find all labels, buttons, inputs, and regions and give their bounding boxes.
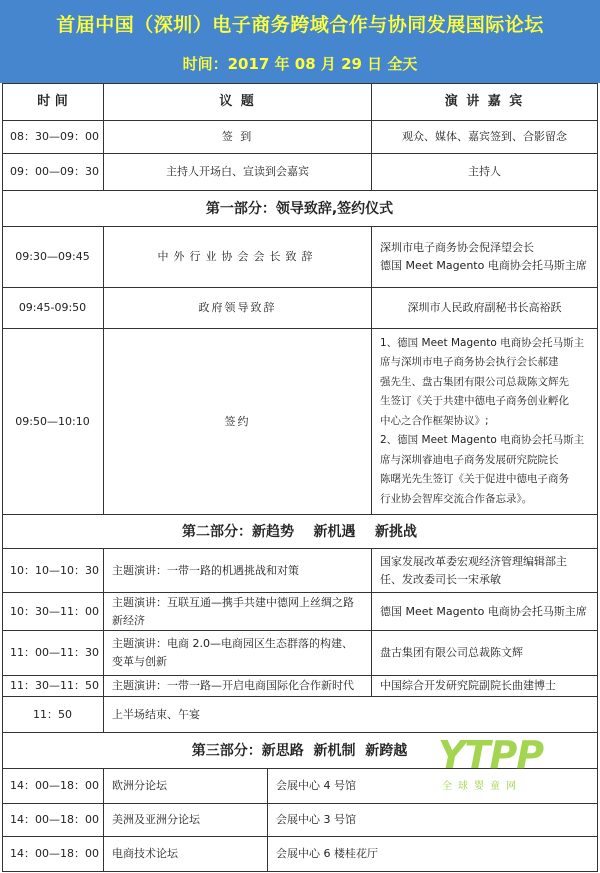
forum-date: 时间：2017 年 08 月 29 日 全天 <box>182 55 418 73</box>
row-speakers: 深圳市人民政府副秘书长高裕跃 <box>372 288 598 329</box>
row-speakers: 盘古集团有限公司总裁陈文辉 <box>372 631 598 676</box>
row-time: 09:30—09:45 <box>2 227 104 288</box>
signing-line: 强先生、盘古集团有限公司总裁陈文辉先 <box>380 375 569 388</box>
row-topic: 电商技术论坛 <box>104 837 268 872</box>
speaker-line: 任、发改委司长一宋承敏 <box>380 572 501 586</box>
row-time: 11：50 <box>2 697 104 733</box>
row-time: 14：00—18：00 <box>2 804 104 837</box>
row-speakers: 德国 Meet Magento 电商协会托马斯主席 <box>372 593 598 631</box>
row-topic: 中外行业协会会长致辞 <box>104 227 372 288</box>
row-time: 14：00—18：00 <box>2 837 104 872</box>
ytpp-logo <box>438 733 558 793</box>
row-speakers: 中国综合开发研究院副院长曲建博士 <box>372 676 598 697</box>
speaker-line: 德国 Meet Magento 电商协会托马斯主席 <box>380 259 587 272</box>
row-time: 10：30—11：00 <box>2 593 104 631</box>
row-time: 08：30—09：00 <box>2 121 104 154</box>
topic-line: 变革与创新 <box>112 655 167 668</box>
row-topic: 主题演讲：一带一路的机遇挑战和对策 <box>104 549 372 593</box>
signing-line: 2、德国 Meet Magento 电商协会托马斯主 <box>380 434 585 447</box>
logo-tagline: 全球婴童网 <box>442 781 522 792</box>
section-title-part3: 第三部分：新思路 新机制 新跨越 <box>2 733 598 769</box>
topic-line: 主题演讲：电商 2.0—电商园区生态群落的构建、 <box>112 637 353 650</box>
signing-line: 席与深圳市电子商务协会执行会长郝建 <box>380 356 559 369</box>
section-title-part2: 第二部分：新趋势 新机遇 新挑战 <box>2 515 598 549</box>
row-venue: 会展中心 3 号馆 <box>268 804 598 837</box>
row-speakers <box>372 549 598 593</box>
row-speakers <box>372 227 598 288</box>
col-header-topic: 议 题 <box>104 84 372 121</box>
row-time: 11：00—11：30 <box>2 631 104 676</box>
signing-line: 1、德国 Meet Magento 电商协会托马斯主 <box>380 336 585 349</box>
col-header-time: 时 间 <box>2 84 104 121</box>
row-topic: 欧洲分论坛 <box>104 769 268 804</box>
row-time: 09：00—09：30 <box>2 154 104 191</box>
row-speakers: 主持人 <box>372 154 598 191</box>
topic-line: 主题演讲：互联互通—携手共建中德网上丝绸之路 <box>112 595 354 609</box>
signing-line: 席与深圳睿迪电子商务发展研究院院长 <box>380 453 559 466</box>
row-venue: 会展中心 4 号馆 <box>268 769 598 804</box>
row-topic: 主题演讲：一带一路—开启电商国际化合作新时代 <box>104 676 372 697</box>
forum-title: 首届中国（深圳）电子商务跨域合作与协同发展国际论坛 <box>56 14 544 36</box>
row-topic: 上半场结束、午宴 <box>104 697 598 733</box>
row-topic <box>104 593 372 631</box>
speaker-line: 国家发展改革委宏观经济管理编辑部主 <box>380 554 567 568</box>
row-topic: 美洲及亚洲分论坛 <box>104 804 268 837</box>
logo-mark: YTPP <box>438 733 544 777</box>
row-topic <box>104 631 372 676</box>
row-time: 11：30—11：50 <box>2 676 104 697</box>
signing-line: 生签订《关于共建中德电子商务创业孵化 <box>380 395 569 408</box>
row-topic: 主持人开场白、宣读到会嘉宾 <box>104 154 372 191</box>
speaker-line: 深圳市电子商务协会倪泽望会长 <box>380 241 534 254</box>
row-venue: 会展中心 6 楼桂花厅 <box>268 837 598 872</box>
row-time: 09:45-09:50 <box>2 288 104 329</box>
row-time: 09:50—10:10 <box>2 329 104 515</box>
row-topic: 政府领导致辞 <box>104 288 372 329</box>
section-title-part1: 第一部分：领导致辞,签约仪式 <box>2 191 598 227</box>
signing-line: 陈曙光先生签订《关于促进中德电子商务 <box>380 473 569 486</box>
row-speakers: 观众、媒体、嘉宾签到、合影留念 <box>372 121 598 154</box>
row-topic: 签 到 <box>104 121 372 154</box>
row-speakers <box>372 329 598 515</box>
row-topic: 签约 <box>104 329 372 515</box>
page-header <box>0 0 600 83</box>
row-time: 14：00—18：00 <box>2 769 104 804</box>
col-header-speakers: 演 讲 嘉 宾 <box>372 84 598 121</box>
signing-line: 中心之合作框架协议》; <box>380 414 489 427</box>
row-time: 10：10—10：30 <box>2 549 104 593</box>
topic-line: 新经济 <box>112 613 145 627</box>
signing-line: 行业协会智库交流合作备忘录》。 <box>380 492 533 505</box>
